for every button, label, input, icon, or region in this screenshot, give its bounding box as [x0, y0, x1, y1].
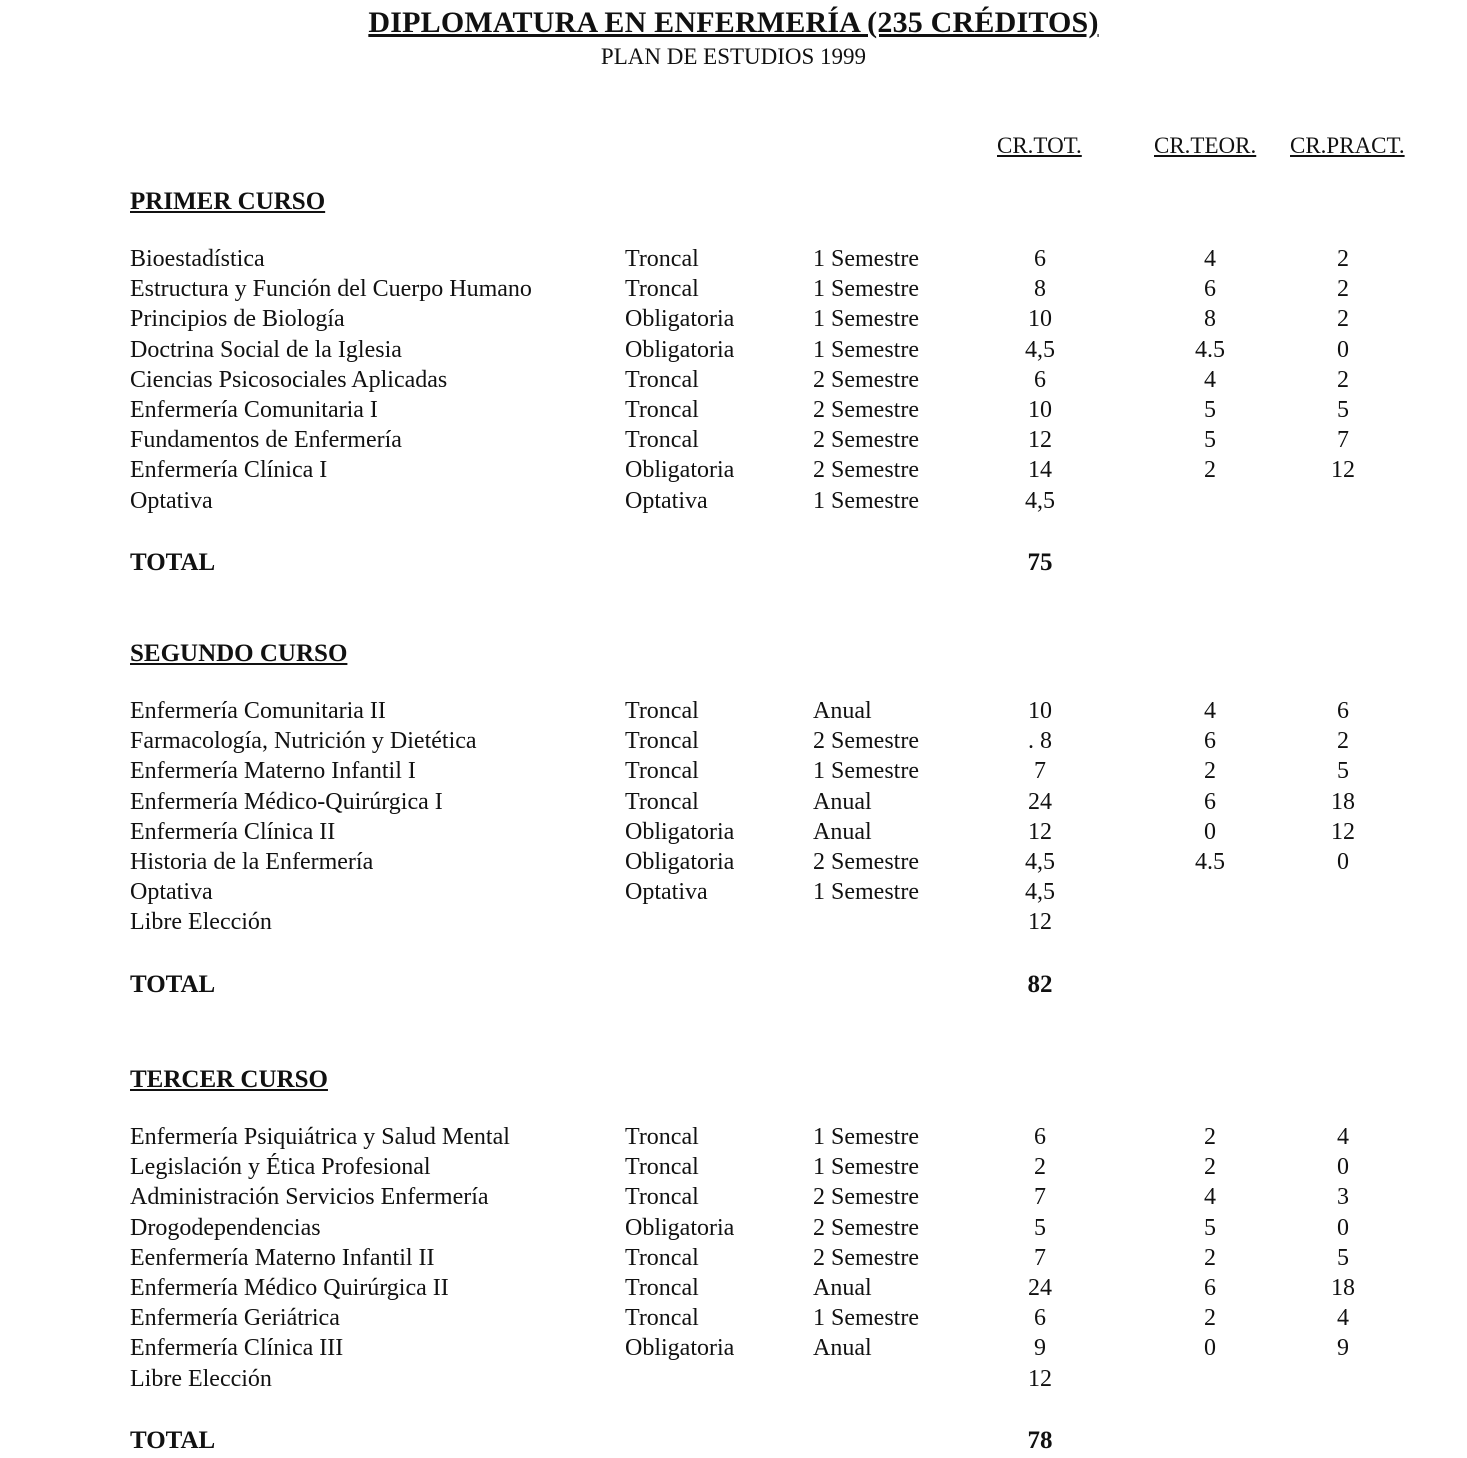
total-credits: 6 [1034, 366, 1046, 393]
total-credits: 7 [1034, 1184, 1046, 1211]
section-title: TERCER CURSO [130, 1066, 328, 1093]
total-credits: . 8 [1028, 728, 1052, 755]
section-total-row [0, 971, 1467, 1001]
section-title: SEGUNDO CURSO [130, 640, 348, 667]
subject-duration: Anual [813, 1335, 872, 1362]
subject-name: Libre Elección [130, 1365, 272, 1392]
total-credits: 6 [1034, 246, 1046, 272]
practice-credits: 2 [1337, 728, 1349, 755]
practice-credits: 0 [1337, 336, 1349, 363]
subject-name: Ciencias Psicosociales Aplicadas [130, 366, 448, 393]
theory-credits: 5 [1204, 1214, 1216, 1241]
subject-name: Doctrina Social de la Iglesia [130, 336, 402, 363]
practice-credits: 18 [1331, 788, 1355, 815]
subject-duration: 1 Semestre [813, 1154, 919, 1181]
practice-credits: 2 [1337, 306, 1349, 333]
table-row [0, 819, 1467, 849]
table-row [0, 849, 1467, 879]
theory-credits: 4.5 [1195, 849, 1225, 875]
subject-type: Troncal [625, 366, 699, 393]
table-row [0, 457, 1467, 487]
theory-credits: 4 [1204, 366, 1216, 393]
total-credits: 6 [1034, 1305, 1046, 1332]
column-header-total-credits: CR.TOT. [997, 133, 1082, 158]
table-row [0, 246, 1467, 276]
subject-type: Troncal [625, 698, 699, 724]
total-value: 75 [1027, 548, 1053, 576]
subject-type: Troncal [625, 276, 699, 303]
subject-duration: 1 Semestre [813, 1305, 919, 1332]
total-credits: 24 [1028, 1275, 1052, 1301]
subject-type: Troncal [625, 246, 699, 272]
subject-name: Bioestadística [130, 246, 265, 272]
total-credits: 2 [1034, 1154, 1046, 1181]
section-total-row [0, 1427, 1467, 1457]
subject-type: Obligatoria [625, 1214, 735, 1241]
table-row [0, 337, 1467, 367]
section-title: PRIMER CURSO [130, 188, 326, 215]
table-row [0, 758, 1467, 788]
total-credits: 7 [1034, 758, 1046, 785]
theory-credits: 6 [1204, 728, 1216, 755]
subject-type: Troncal [625, 397, 699, 423]
total-credits: 6 [1034, 1124, 1046, 1150]
subject-duration: Anual [813, 1275, 872, 1301]
theory-credits: 4 [1204, 698, 1216, 724]
theory-credits: 2 [1204, 1124, 1216, 1150]
theory-credits: 5 [1204, 427, 1216, 454]
table-row [0, 1184, 1467, 1214]
total-credits: 14 [1028, 457, 1052, 484]
subject-type: Troncal [625, 427, 699, 454]
subject-name: Drogodependencias [130, 1214, 321, 1241]
theory-credits: 0 [1204, 1335, 1216, 1362]
subject-duration: 2 Semestre [813, 1214, 919, 1241]
practice-credits: 18 [1331, 1275, 1355, 1301]
total-credits: 12 [1028, 427, 1052, 454]
subject-type: Obligatoria [625, 849, 735, 875]
practice-credits: 9 [1337, 1335, 1349, 1362]
table-row [0, 728, 1467, 758]
table-row [0, 276, 1467, 306]
subject-name: Eenfermería Materno Infantil II [130, 1244, 435, 1271]
subject-duration: 2 Semestre [813, 457, 919, 484]
total-credits: 5 [1034, 1214, 1046, 1241]
practice-credits: 5 [1337, 758, 1349, 785]
theory-credits: 2 [1204, 1305, 1216, 1332]
subject-type: Obligatoria [625, 457, 735, 484]
subject-name: Enfermería Médico Quirúrgica II [130, 1275, 449, 1301]
total-credits: 7 [1034, 1244, 1046, 1271]
column-header-practice-credits: CR.PRACT. [1290, 133, 1405, 158]
subject-type: Obligatoria [625, 1335, 735, 1362]
practice-credits: 2 [1337, 276, 1349, 303]
total-credits: 12 [1028, 1365, 1052, 1392]
total-credits: 10 [1028, 397, 1052, 423]
subject-name: Farmacología, Nutrición y Dietética [130, 728, 477, 755]
section-total-row [0, 549, 1467, 579]
practice-credits: 0 [1337, 849, 1349, 875]
subject-type: Troncal [625, 1124, 699, 1150]
total-label: TOTAL [130, 970, 216, 998]
subject-type: Troncal [625, 1154, 699, 1181]
subject-duration: 1 Semestre [813, 1124, 919, 1150]
subject-type: Obligatoria [625, 306, 735, 333]
theory-credits: 4 [1204, 1184, 1216, 1211]
subject-name: Enfermería Geriátrica [130, 1305, 340, 1332]
subject-type: Obligatoria [625, 818, 735, 845]
subject-type: Troncal [625, 1184, 699, 1211]
table-row [0, 1245, 1467, 1275]
subject-type: Troncal [625, 728, 699, 755]
theory-credits: 2 [1204, 758, 1216, 785]
table-row [0, 1215, 1467, 1245]
practice-credits: 4 [1337, 1305, 1349, 1332]
subject-duration: 2 Semestre [813, 427, 919, 454]
subject-type: Obligatoria [625, 336, 735, 363]
table-row [0, 427, 1467, 457]
subject-duration: 1 Semestre [813, 336, 919, 363]
subject-duration: Anual [813, 698, 872, 724]
subject-name: Libre Elección [130, 909, 272, 936]
subject-type: Troncal [625, 1275, 699, 1301]
total-credits: 12 [1028, 909, 1052, 936]
total-credits: 10 [1028, 698, 1052, 724]
subject-duration: 2 Semestre [813, 1244, 919, 1271]
practice-credits: 12 [1331, 457, 1355, 484]
practice-credits: 2 [1337, 246, 1349, 272]
total-credits: 10 [1028, 306, 1052, 333]
table-row [0, 909, 1467, 939]
table-row [0, 306, 1467, 336]
subject-duration: 1 Semestre [813, 306, 919, 333]
practice-credits: 2 [1337, 366, 1349, 393]
subject-name: Enfermería Clínica III [130, 1335, 344, 1362]
subject-name: Optativa [130, 879, 213, 906]
table-row [0, 488, 1467, 518]
subject-name: Historia de la Enfermería [130, 849, 374, 875]
subject-name: Enfermería Psiquiátrica y Salud Mental [130, 1124, 510, 1150]
table-row [0, 1335, 1467, 1365]
table-row [0, 1124, 1467, 1154]
practice-credits: 7 [1337, 427, 1349, 454]
table-row [0, 698, 1467, 728]
subject-name: Enfermería Comunitaria I [130, 397, 378, 423]
theory-credits: 2 [1204, 1154, 1216, 1181]
table-row [0, 879, 1467, 909]
subject-type: Troncal [625, 1305, 699, 1332]
subject-name: Principios de Biología [130, 306, 345, 333]
subject-duration: 1 Semestre [813, 758, 919, 785]
table-row [0, 1366, 1467, 1396]
practice-credits: 5 [1337, 397, 1349, 423]
subject-type: Troncal [625, 758, 699, 785]
subject-type: Optativa [625, 879, 708, 906]
subject-duration: 2 Semestre [813, 849, 919, 875]
subject-duration: 2 Semestre [813, 728, 919, 755]
subject-name: Fundamentos de Enfermería [130, 427, 402, 454]
practice-credits: 6 [1337, 698, 1349, 724]
subject-duration: 2 Semestre [813, 397, 919, 423]
total-credits: 24 [1028, 788, 1052, 815]
subject-name: Enfermería Materno Infantil I [130, 758, 416, 785]
theory-credits: 5 [1204, 397, 1216, 423]
theory-credits: 2 [1204, 457, 1216, 484]
total-credits: 4,5 [1025, 849, 1055, 875]
total-credits: 9 [1034, 1335, 1046, 1362]
theory-credits: 6 [1204, 276, 1216, 303]
subject-duration: 1 Semestre [813, 246, 919, 272]
subject-name: Enfermería Clínica I [130, 457, 328, 484]
theory-credits: 6 [1204, 1275, 1216, 1301]
subject-duration: 1 Semestre [813, 487, 919, 514]
subject-duration: Anual [813, 788, 872, 815]
total-value: 82 [1027, 970, 1053, 998]
practice-credits: 12 [1331, 818, 1355, 845]
theory-credits: 2 [1204, 1244, 1216, 1271]
table-row [0, 367, 1467, 397]
subject-duration: Anual [813, 818, 872, 845]
subject-duration: 2 Semestre [813, 366, 919, 393]
page-subtitle: PLAN DE ESTUDIOS 1999 [600, 44, 867, 69]
subject-type: Optativa [625, 487, 708, 514]
total-credits: 8 [1034, 276, 1046, 303]
total-value: 78 [1027, 1426, 1053, 1454]
table-row [0, 397, 1467, 427]
total-credits: 4,5 [1025, 336, 1055, 363]
theory-credits: 0 [1204, 818, 1216, 845]
practice-credits: 0 [1337, 1154, 1349, 1181]
subject-duration: 1 Semestre [813, 879, 919, 906]
page-title: DIPLOMATURA EN ENFERMERÍA (235 CRÉDITOS) [368, 6, 1099, 39]
subject-name: Optativa [130, 487, 213, 514]
table-row [0, 1305, 1467, 1335]
total-credits: 4,5 [1025, 879, 1055, 906]
theory-credits: 4 [1204, 246, 1216, 272]
table-row [0, 1154, 1467, 1184]
subject-name: Enfermería Comunitaria II [130, 698, 386, 724]
theory-credits: 8 [1204, 306, 1216, 333]
subject-type: Troncal [625, 1244, 699, 1271]
practice-credits: 0 [1337, 1214, 1349, 1241]
subject-duration: 2 Semestre [813, 1184, 919, 1211]
total-label: TOTAL [130, 1426, 216, 1454]
total-credits: 4,5 [1025, 487, 1055, 514]
subject-duration: 1 Semestre [813, 276, 919, 303]
subject-name: Enfermería Clínica II [130, 818, 336, 845]
theory-credits: 6 [1204, 788, 1216, 815]
subject-name: Estructura y Función del Cuerpo Humano [130, 276, 532, 303]
total-label: TOTAL [130, 548, 216, 576]
subject-name: Legislación y Ética Profesional [130, 1154, 431, 1181]
column-header-theory-credits: CR.TEOR. [1154, 133, 1257, 158]
subject-name: Administración Servicios Enfermería [130, 1184, 489, 1211]
practice-credits: 5 [1337, 1244, 1349, 1271]
practice-credits: 4 [1337, 1124, 1349, 1150]
subject-type: Troncal [625, 788, 699, 815]
subject-name: Enfermería Médico-Quirúrgica I [130, 788, 443, 815]
table-row [0, 1275, 1467, 1305]
total-credits: 12 [1028, 818, 1052, 845]
theory-credits: 4.5 [1195, 336, 1225, 363]
table-row [0, 789, 1467, 819]
practice-credits: 3 [1337, 1184, 1349, 1211]
